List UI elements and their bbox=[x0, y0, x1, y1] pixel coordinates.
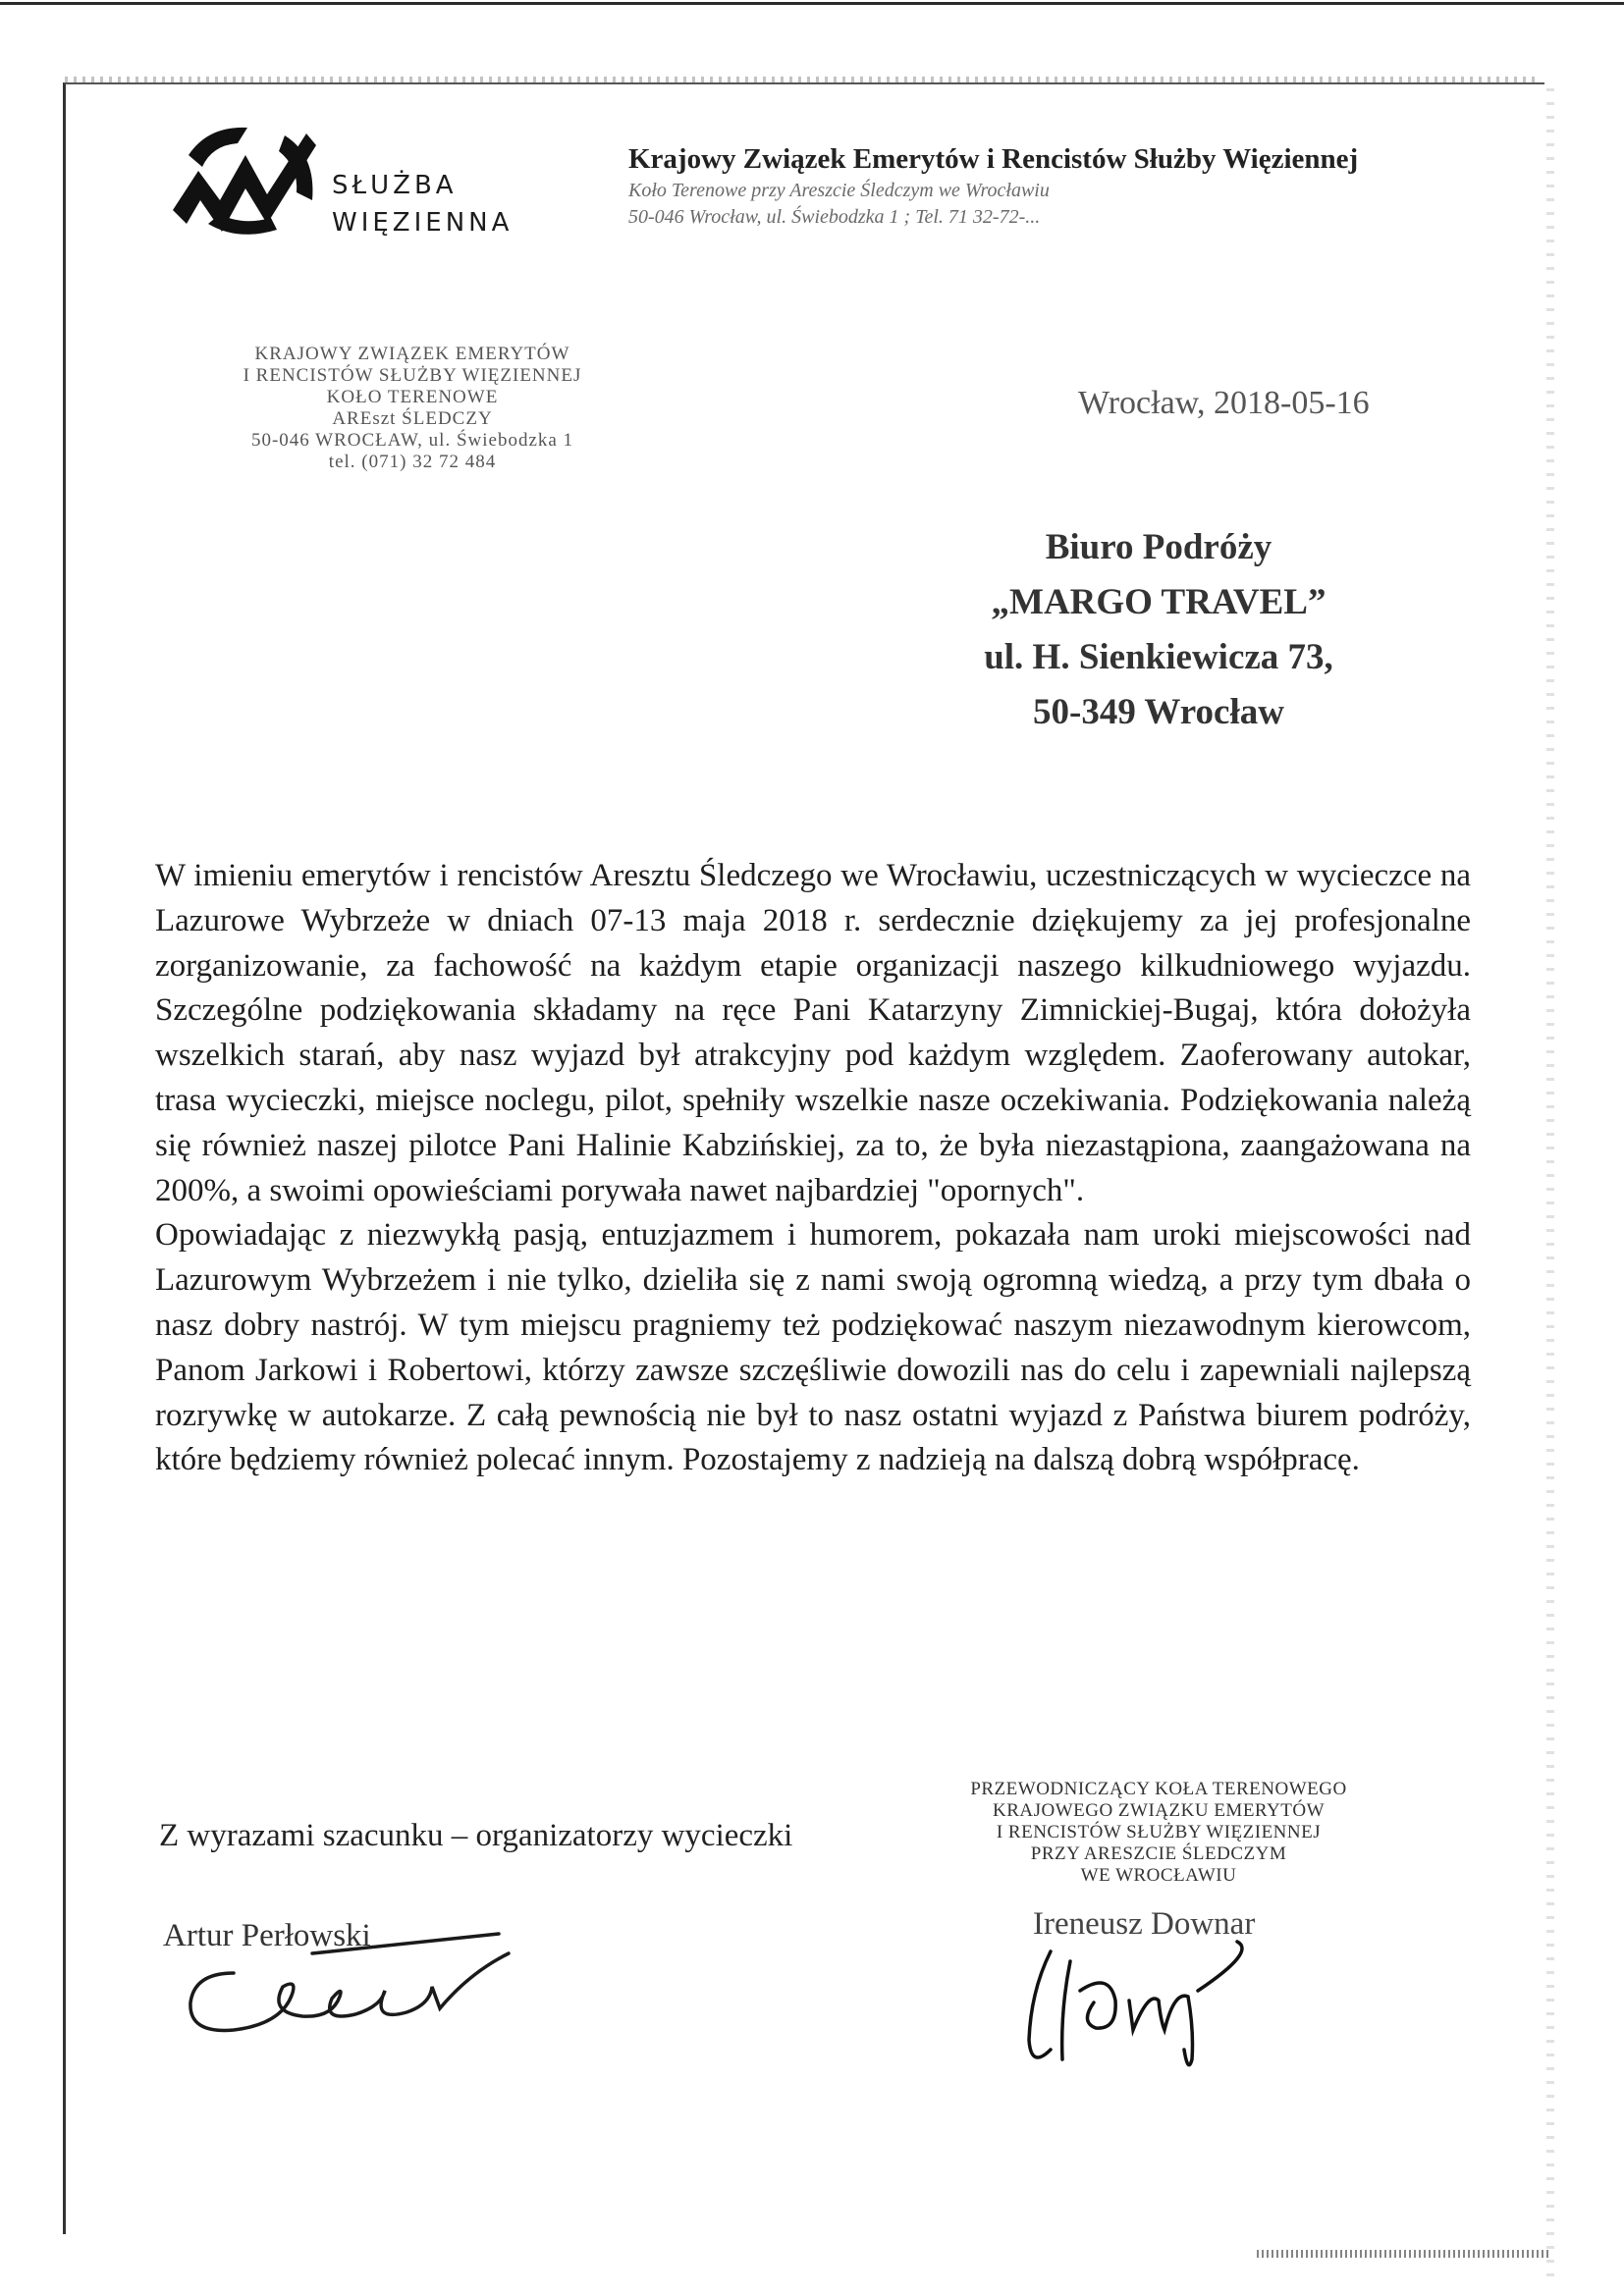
sender-stamp bbox=[196, 344, 628, 473]
sender-stamp-line: I RENCISTÓW SŁUŻBY WIĘZIENNEJ bbox=[243, 365, 582, 386]
sender-stamp-line: 50-046 WROCŁAW, ul. Świebodzka 1 bbox=[250, 430, 574, 451]
scan-noise-right bbox=[1546, 88, 1554, 2287]
chairman-stamp-line: KRAJOWEGO ZWIĄZKU EMERYTÓW bbox=[992, 1800, 1326, 1821]
signature-left-icon bbox=[175, 1914, 528, 2061]
letterhead-address: 50-046 Wrocław, ul. Świebodzka 1 ; Tel. 71 32-72-... bbox=[628, 206, 1041, 228]
letterhead-org-name: Krajowy Związek Emerytów i Rencistów Służby Więziennej bbox=[628, 143, 1359, 175]
body-paragraph-2: Opowiadając z niezwykłą pasją, entuzjazmem i humorem, pokazała nam uroki miejscowości nad Lazurowym Wybrzeżem i nie tylko, dzieliła się z nami swoją ogromną wiedzą, a przy tym dbała o nasz dobry nastrój. W tym miejscu pragniemy też podziękować naszym niezawodnym kierowcom, Panom Jarkowi i Robertowi, którzy zawsze szczęśliwie dowozili nas do celu i zapewniali najlepszą rozrywkę w autokarze. Z całą pewnością nie był to nasz ostatni wyjazd z Państwa biurem podróży, które będziemy również polecać innym. Pozostajemy z nadzieją na dalszą dobrą współpracę. bbox=[155, 1217, 1471, 1478]
logo-text bbox=[332, 167, 513, 241]
signer-right-name: Ireneusz Downar bbox=[1033, 1906, 1256, 1942]
letter-body bbox=[155, 854, 1471, 1483]
sender-stamp-line: AREszt ŚLEDCZY bbox=[332, 408, 493, 429]
scan-top-rule bbox=[0, 2, 1624, 5]
letter-date: Wrocław, 2018-05-16 bbox=[1078, 385, 1370, 421]
sender-stamp-line: KRAJOWY ZWIĄZEK EMERYTÓW bbox=[254, 344, 570, 364]
chairman-stamp-line: PRZEWODNICZĄCY KOŁA TERENOWEGO bbox=[970, 1779, 1347, 1799]
recipient-line: 50-349 Wrocław bbox=[1033, 692, 1284, 732]
chairman-stamp-line: I RENCISTÓW SŁUŻBY WIĘZIENNEJ bbox=[996, 1822, 1322, 1842]
chairman-stamp bbox=[947, 1779, 1370, 1887]
signer-left-name: Artur Perłowski bbox=[163, 1918, 371, 1953]
body-paragraph-1: W imieniu emerytów i rencistów Aresztu Śledczego we Wrocławiu, uczestniczących w wycieczce na Lazurowe Wybrzeże w dniach 07-13 maja 2018 r. serdecznie dziękujemy za jej profesjonalne zorganizowanie, za fachowość na każdym etapie organizacji naszego kilkudniowego wyjazdu. Szczególne podziękowania składamy na ręce Pani Katarzyny Zimnickiej-Bugaj, która dołożyła wszelkich starań, aby nasz wyjazd był atrakcyjny pod każdym względem. Zaoferowany autokar, trasa wycieczki, miejsce noclegu, pilot, spełniły wszelkie nasze oczekiwania. Podziękowania należą się również naszej pilotce Pani Halinie Kabzińskiej, za to, że była niezastąpiona, zaangażowana na 200%, a swoimi opowieściami porywała nawet najbardziej "opornych". bbox=[155, 858, 1471, 1208]
recipient-line: Biuro Podróży bbox=[1045, 527, 1272, 567]
closing-line: Z wyrazami szacunku – organizatorzy wycieczki bbox=[159, 1818, 793, 1853]
recipient-line: „MARGO TRAVEL” bbox=[991, 582, 1326, 622]
letterhead bbox=[628, 143, 1434, 229]
sender-stamp-line: tel. (071) 32 72 484 bbox=[328, 452, 497, 472]
signature-right-icon bbox=[1001, 1932, 1296, 2079]
sluzba-wiezienna-logo-icon bbox=[169, 116, 326, 243]
chairman-stamp-line: PRZY ARESZCIE ŚLEDCZYM bbox=[1030, 1843, 1287, 1864]
recipient-line: ul. H. Sienkiewicza 73, bbox=[984, 637, 1333, 677]
logo-line-1: SŁUŻBA bbox=[332, 171, 458, 200]
sender-stamp-line: KOŁO TERENOWE bbox=[326, 387, 499, 407]
recipient-address bbox=[884, 520, 1434, 740]
letterhead-branch: Koło Terenowe przy Areszcie Śledczym we Wrocławiu bbox=[628, 180, 1050, 201]
logo-line-2: WIĘZIENNA bbox=[332, 208, 514, 238]
chairman-stamp-line: WE WROCŁAWIU bbox=[1080, 1865, 1237, 1886]
scan-noise-bottom bbox=[1257, 2250, 1551, 2258]
